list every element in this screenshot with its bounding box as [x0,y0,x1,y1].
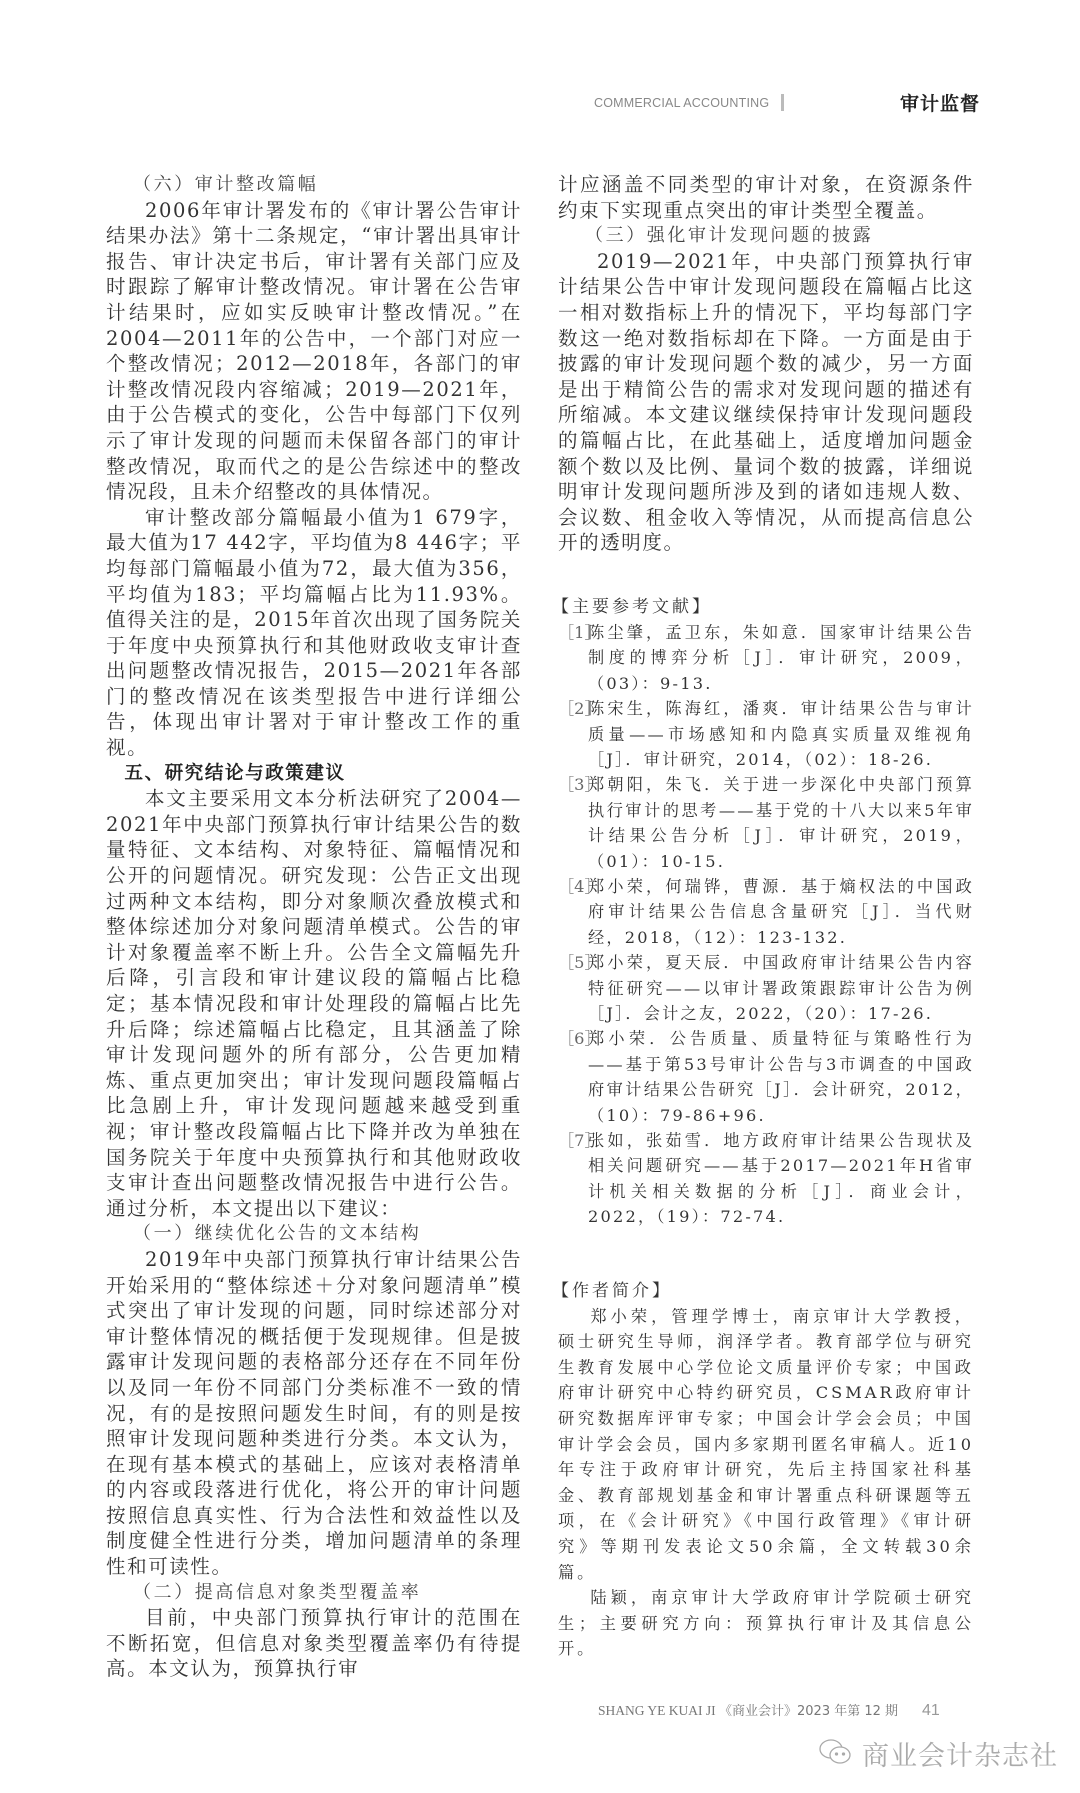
section-heading: 五、研究结论与政策建议 [124,762,346,784]
author-paragraph: 郑小荣，管理学博士，南京审计大学教授，硕士研究生导师，润泽学者。教育部学位与研究生教育发展中心学位论文质量评价专家；中国政府审计研究中心特约研究员，CSMAR政府审计研究数据库评审专家；中国会计学会会员；中国审计学会会员，国内多家期刊匿名审稿人。近10年专注于政府审计研究，先后主持国家社科基金、教育部规划基金和审计署重点科研课题等五项，在《会计研究》《中国行政管理》《审计研究》等期刊发表论文50余篇，全文转载30余篇。 [558,1306,974,1582]
reference-text: 郑小荣．公告质量、质量特征与策略性行为——基于第53号审计公告与3市调查的中国政府审计结果公告研究［J］．会计研究，2012，（10）：79-86+96. [588,1029,974,1125]
section-title: 审计监督 [900,93,981,115]
watermark-text: 商业会计杂志社 [862,1741,1058,1773]
subsection-title: （二）提高信息对象类型覆盖率 [133,1581,422,1603]
paragraph: 本文主要采用文本分析法研究了2004—2021年中央部门预算执行审计结果公告的数量特征、文本结构、对象特征、篇幅情况和公开的问题情况。研究发现：公告正文出现过两种文本结构，即分对象顺次叠放模式和整体综述加分对象问题清单模式。公告的审计对象覆盖率不断上升。公告全文篇幅先升后降，引言段和审计建议段的篇幅占比稳定；基本情况段和审计处理段的篇幅占比先升后降；综述篇幅占比稳定，且其涵盖了除审计发现问题外的所有部分，公告更加精炼、重点更加突出；审计发现问题段篇幅占比急剧上升，审计发现问题越来越受到重视；审计整改段篇幅占比下降并改为单独在国务院关于年度中央预算执行和其他财政收支审计查出问题整改情况报告中进行公告。通过分析，本文提出以下建议： [106,787,522,1220]
wechat-icon [818,1738,852,1770]
subsection-title: （三）强化审计发现问题的披露 [585,225,874,247]
reference-text: 陈尘肇，孟卫东，朱如意．国家审计结果公告制度的博弈分析［J］．审计研究，2009，（03）：9-13. [588,622,974,693]
reference-item [558,620,974,696]
subsection-title: （六）审计整改篇幅 [133,174,319,195]
journal-name-en: COMMERCIAL ACCOUNTING [594,96,770,110]
reference-number: ［2］ [558,699,601,719]
reference-number: ［5］ [558,953,601,973]
header-divider [781,94,784,111]
reference-item [558,696,974,772]
reference-number: ［6］ [558,1029,601,1049]
author-heading: 【作者简介】 [552,1280,672,1301]
reference-number: ［7］ [558,1131,601,1151]
footer-journal-info [598,1700,898,1719]
reference-item [558,950,974,1026]
footer-issue: 《商业会计》2023 年第 12 期 [719,1704,899,1720]
reference-number: ［1］ [558,622,601,642]
references-list [558,620,974,1230]
references-heading: 【主要参考文献】 [552,596,712,617]
reference-text: 陈宋生，陈海红，潘爽．审计结果公告与审计质量——市场感知和内隐真实质量双维视角［J］．审计研究，2014，（02）：18-26. [588,699,974,769]
page-number: 41 [922,1702,940,1720]
watermark [0,1734,1080,1793]
reference-number: ［3］ [558,775,601,795]
paragraph: 2019—2021年，中央部门预算执行审计结果公告中审计发现问题段在篇幅占比这一相对数指标上升的情况下，平均每部门字数这一绝对数指标却在下降。一方面是由于披露的审计发现问题个数的减少，另一方面是出于精简公告的需求对发现问题的描述有所缩减。本文建议继续保持审计发现问题段的篇幅占比，在此基础上，适度增加问题金额个数以及比例、量词个数的披露，详细说明审计发现问题所涉及到的诸如违规人数、会议数、租金收入等情况，从而提高信息公开的透明度。 [558,249,974,555]
paragraph: 审计整改部分篇幅最小值为1 679字，最大值为17 442字，平均值为8 446字；平均每部门篇幅最小值为72，最大值为356，平均值为183；平均篇幅占比为11.93%。值得关注的是，2015年首次出现了国务院关于年度中央预算执行和其他财政收支审计查出问题整改情况报告，2015—2021年各部门的整改情况在该类型报告中进行详细公告，体现出审计署对于审计整改工作的重视。 [106,505,522,760]
reference-item [558,772,974,874]
right-column [552,172,974,1662]
reference-item [558,1026,974,1128]
paragraph: 计应涵盖不同类型的审计对象，在资源条件约束下实现重点突出的审计类型全覆盖。 [558,173,974,222]
author-paragraph: 陆颖，南京审计大学政府审计学院硕士研究生；主要研究方向：预算执行审计及其信息公开。 [558,1588,974,1659]
reference-text: 张如，张茹雪．地方政府审计结果公告现状及相关问题研究——基于2017—2021年H省审计机关相关数据的分析［J］．商业会计，2022，（19）：72-74. [588,1131,974,1227]
reference-number: ［4］ [558,876,601,896]
subsection-title: （一）继续优化公告的文本结构 [133,1223,422,1245]
reference-item [558,1128,974,1230]
paragraph: 2019年中央部门预算执行审计结果公告开始采用的“整体综述＋分对象问题清单”模式突出了审计发现的问题，同时综述部分对审计整体情况的概括便于发现规律。但是披露审计发现问题的表格部分还存在不同年份以及同一年份不同部门分类标准不一致的情况，有的是按照问题发生时间，有的则是按照审计发现问题种类进行分类。本文认为，在现有基本模式的基础上，应该对表格清单的内容或段落进行优化，将公开的审计问题按照信息真实性、行为合法性和效益性以及制度健全性进行分类，增加问题清单的条理性和可读性。 [106,1247,522,1579]
reference-text: 郑小荣，何瑞铧，曹源．基于熵权法的中国政府审计结果公告信息含量研究［J］．当代财经，2018，（12）：123-132. [588,876,974,947]
page-header [0,0,1080,172]
author-bio [558,1304,974,1662]
reference-text: 郑朝阳，朱飞．关于进一步深化中央部门预算执行审计的思考——基于党的十八大以来5年审计结果公告分析［J］．审计研究，2019，（01）：10-15. [588,775,974,871]
paragraph: 2006年审计署发布的《审计署公告审计结果办法》第十二条规定，“审计署出具审计报告、审计决定书后，审计署有关部门应及时跟踪了解审计整改情况。审计署在公告审计结果时，应如实反映审计整改情况。”在2004—2011年的公告中，一个部门对应一个整改情况；2012—2018年，各部门的审计整改情况段内容缩减；2019—2021年，由于公告模式的变化，公告中每部门下仅列示了审计发现的问题而未保留各部门的审计整改情况，取而代之的是公告综述中的整改情况段，且未介绍整改的具体情况。 [106,198,522,504]
page-footer [0,1700,1080,1720]
reference-item [558,874,974,950]
paragraph: 目前，中央部门预算执行审计的范围在不断拓宽，但信息对象类型覆盖率仍有待提高。本文认为，预算执行审 [106,1606,522,1681]
footer-pinyin: SHANG YE KUAI JI [598,1703,716,1719]
reference-text: 郑小荣，夏天辰．中国政府审计结果公告内容特征研究——以审计署政策跟踪审计公告为例［J］．会计之友，2022，（20）：17-26. [588,953,974,1023]
